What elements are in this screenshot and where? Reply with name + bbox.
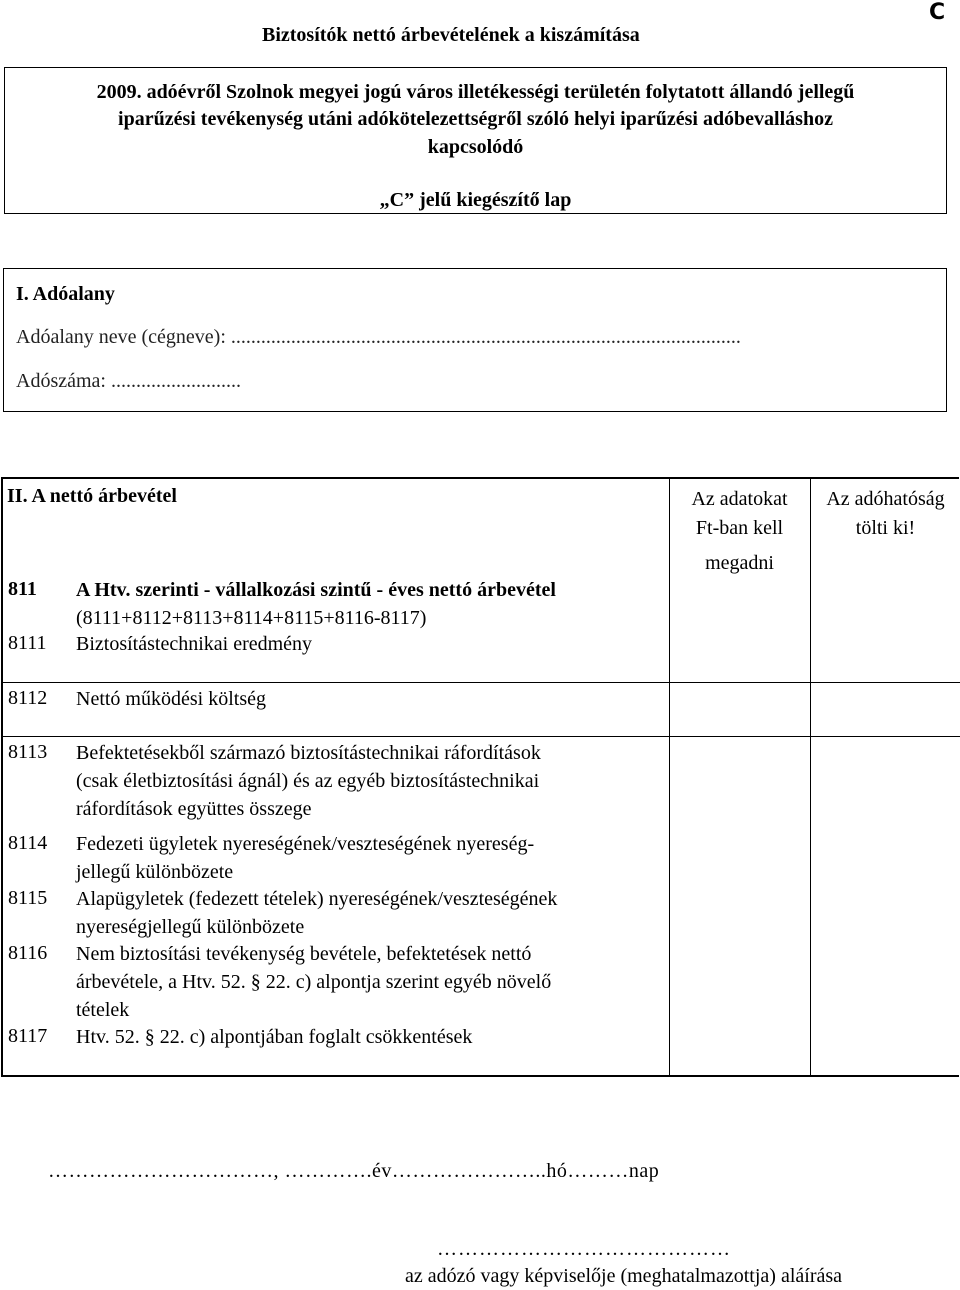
row-description-line: jellegű különbözete <box>76 861 234 883</box>
amount-header-line: Ft-ban kell <box>695 517 784 539</box>
row-description-line: Alapügyletek (fedezett tételek) nyereségének/veszteségének <box>76 888 558 910</box>
form-letter-badge: C <box>929 0 946 25</box>
row-description <box>76 576 556 632</box>
signature-caption: az adózó vagy képviselője (meghatalmazottja) aláírása <box>405 1265 843 1287</box>
row-description: Nettó működési költség <box>76 688 266 710</box>
place-date-line[interactable]: ……………………………, ………….év…………………..hó………nap <box>48 1160 660 1182</box>
supplement-sheet-title: „C” jelű kiegészítő lap <box>379 189 572 211</box>
row-description <box>76 940 551 1024</box>
amount-header-line: megadni <box>705 552 774 574</box>
row-description-line: (csak életbiztosítási ágnál) és az egyéb biztosítástechnikai <box>76 770 540 792</box>
row-separator <box>669 736 960 737</box>
row-separator <box>3 682 669 683</box>
form-header-box <box>4 67 947 214</box>
row-code: 811 <box>8 578 37 600</box>
row-code: 8112 <box>8 687 48 709</box>
row-code: 8113 <box>8 741 48 763</box>
row-description-line: ráfordítások együttes összege <box>76 798 312 820</box>
document-title: Biztosítók nettó árbevételének a kiszámítása <box>262 24 640 46</box>
authority-column-header <box>810 485 960 543</box>
row-code: 8115 <box>8 887 48 909</box>
row-code: 8117 <box>8 1025 48 1047</box>
tax-number-field[interactable]: Adószáma: .......................... <box>16 370 241 392</box>
amount-header-line: Az adatokat <box>691 488 788 510</box>
row-code: 8116 <box>8 942 48 964</box>
row-separator <box>669 682 960 683</box>
row-description <box>76 830 534 886</box>
row-description <box>76 739 541 823</box>
row-description-line: A Htv. szerinti - vállalkozási szintű - éves nettó árbevétel <box>76 579 556 601</box>
row-code: 8111 <box>8 632 47 654</box>
authority-header-line: tölti ki! <box>855 517 916 539</box>
row-description-line: (8111+8112+8113+8114+8115+8116-8117) <box>76 607 427 629</box>
section-2-title: II. A nettó árbevétel <box>7 485 177 507</box>
row-description-line: nyereségjellegű különbözete <box>76 916 305 938</box>
net-revenue-table <box>1 477 959 1077</box>
row-description-line: Fedezeti ügyletek nyereségének/veszteségének nyereség- <box>76 833 535 855</box>
row-separator <box>3 736 669 737</box>
column-divider <box>810 479 811 1075</box>
signature-line[interactable]: …………………………………… <box>437 1238 731 1260</box>
row-description-line: tételek <box>76 999 130 1021</box>
row-description <box>76 885 557 941</box>
amount-column-header <box>669 485 810 578</box>
authority-header-line: Az adóhatóság <box>826 488 945 510</box>
row-description: Biztosítástechnikai eredmény <box>76 633 313 655</box>
taxpayer-section <box>3 268 947 412</box>
row-description-line: árbevétele, a Htv. 52. § 22. c) alpontja szerint egyéb növelő <box>76 971 552 993</box>
header-line-2: iparűzési tevékenység utáni adókötelezettségről szóló helyi iparűzési adóbevalláshoz <box>118 108 833 130</box>
header-line-1: 2009. adóévről Szolnok megyei jogú város illetékességi területén folytatott állandó jellegű <box>96 81 855 103</box>
row-code: 8114 <box>8 832 48 854</box>
row-description-line: Befektetésekből származó biztosítástechnikai ráfordítások <box>76 742 541 764</box>
header-line-3: kapcsolódó <box>427 136 524 158</box>
taxpayer-name-field[interactable]: Adóalany neve (cégneve): ...................................................................................................... <box>16 326 741 348</box>
row-description: Htv. 52. § 22. c) alpontjában foglalt csökkentések <box>76 1026 473 1048</box>
section-1-title: I. Adóalany <box>16 283 115 305</box>
row-description-line: Nem biztosítási tevékenység bevétele, befektetések nettó <box>76 943 532 965</box>
